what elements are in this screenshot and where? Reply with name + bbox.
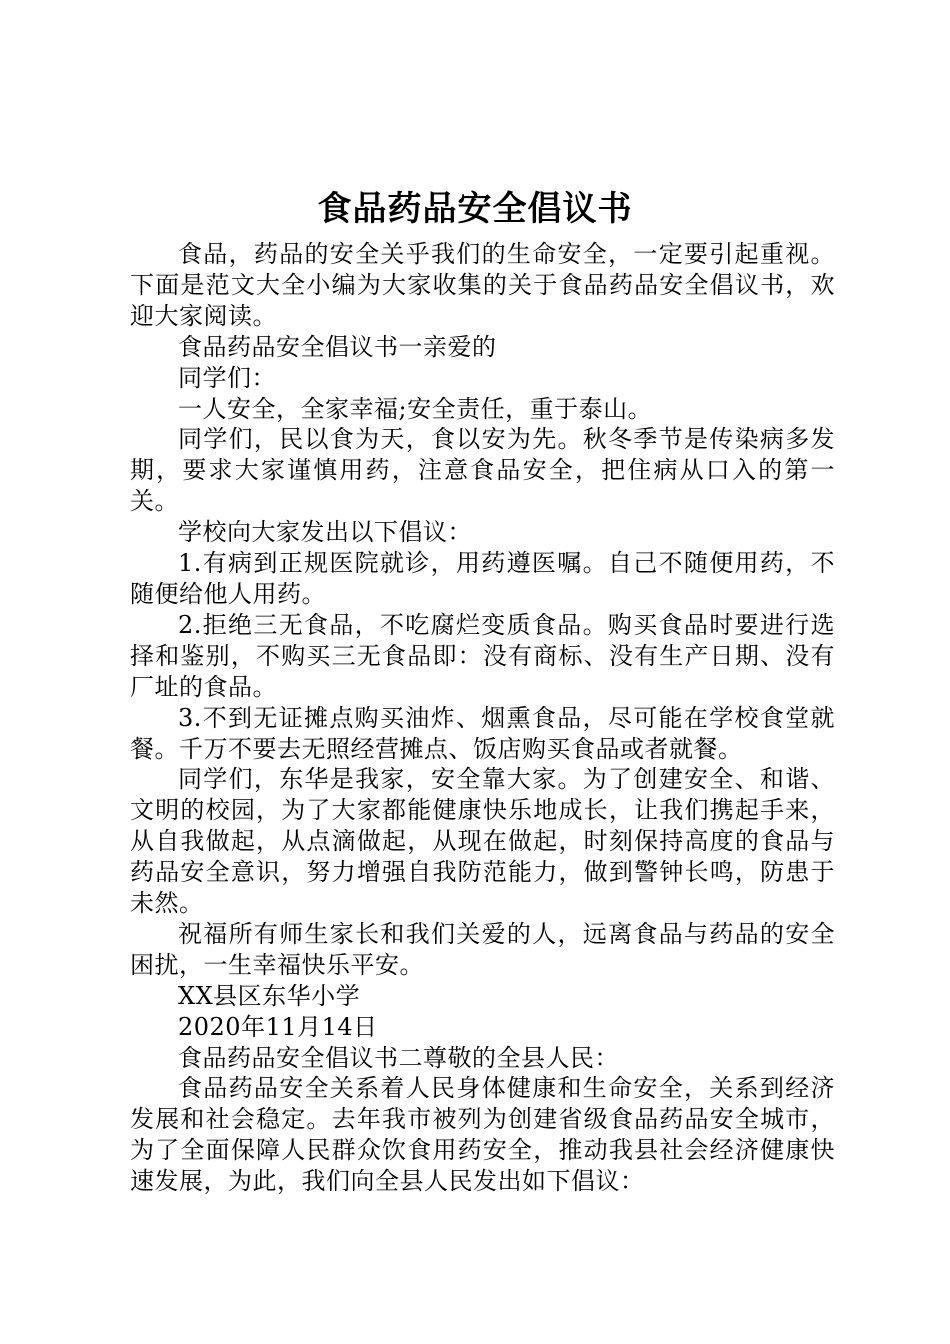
paragraph-blessing: 祝福所有师生家长和我们关爱的人，远离食品与药品的安全困扰，一生幸福快乐平安。 [130, 919, 835, 979]
paragraph-item-2: 2.拒绝三无食品，不吃腐烂变质食品。购买食品时要进行选择和鉴别，不购买三无食品即：没有商标、没有生产日期、没有厂址的食品。 [130, 610, 835, 701]
paragraph-motto: 一人安全，全家幸福;安全责任，重于泰山。 [178, 394, 653, 423]
paragraph-salutation: 同学们： [178, 363, 276, 392]
paragraph-heading-one: 食品药品安全倡议书一亲爱的 [178, 332, 497, 361]
paragraph-county-intro: 食品药品安全关系着人民身体健康和生命安全，关系到经济发展和社会稳定。去年我市被列为创建省级食品药品安全城市，为了全面保障人民群众饮食用药安全，推动我县社会经济健康快速发展，为此，我们向全县人民发出如下倡议： [130, 1074, 835, 1196]
paragraph-heading-two: 食品药品安全倡议书二尊敬的全县人民： [178, 1043, 619, 1072]
paragraph-school-proposal: 学校向大家发出以下倡议： [178, 518, 472, 547]
document-title: 食品药品安全倡议书 [317, 189, 633, 229]
document-body [130, 239, 835, 1197]
paragraph-item-1: 1.有病到正规医院就诊，用药遵医嘱。自己不随便用药，不随便给他人用药。 [130, 549, 835, 608]
paragraph-signature-date: 2020年11月14日 [178, 1012, 378, 1041]
paragraph-intro: 食品，药品的安全关乎我们的生命安全，一定要引起重视。下面是范文大全小编为大家收集的关于食品药品安全倡议书，欢迎大家阅读。 [130, 240, 835, 330]
paragraph-signature-school: XX县区东华小学 [178, 981, 361, 1010]
paragraph-item-3: 3.不到无证摊点购买油炸、烟熏食品，尽可能在学校食堂就餐。千万不要去无照经营摊点、饭店购买食品或者就餐。 [130, 703, 835, 763]
paragraph-call-to-action: 同学们，东华是我家，安全靠大家。为了创建安全、和谐、文明的校园，为了大家都能健康快乐地成长，让我们携起手来，从自我做起，从点滴做起，从现在做起，时刻保持高度的食品与药品安全意识，努力增强自我防范能力，做到警钟长鸣，防患于未然。 [130, 765, 835, 918]
paragraph-season: 同学们，民以食为天，食以安为先。秋冬季节是传染病多发期，要求大家谨慎用药，注意食品安全，把住病从口入的第一关。 [130, 425, 835, 516]
